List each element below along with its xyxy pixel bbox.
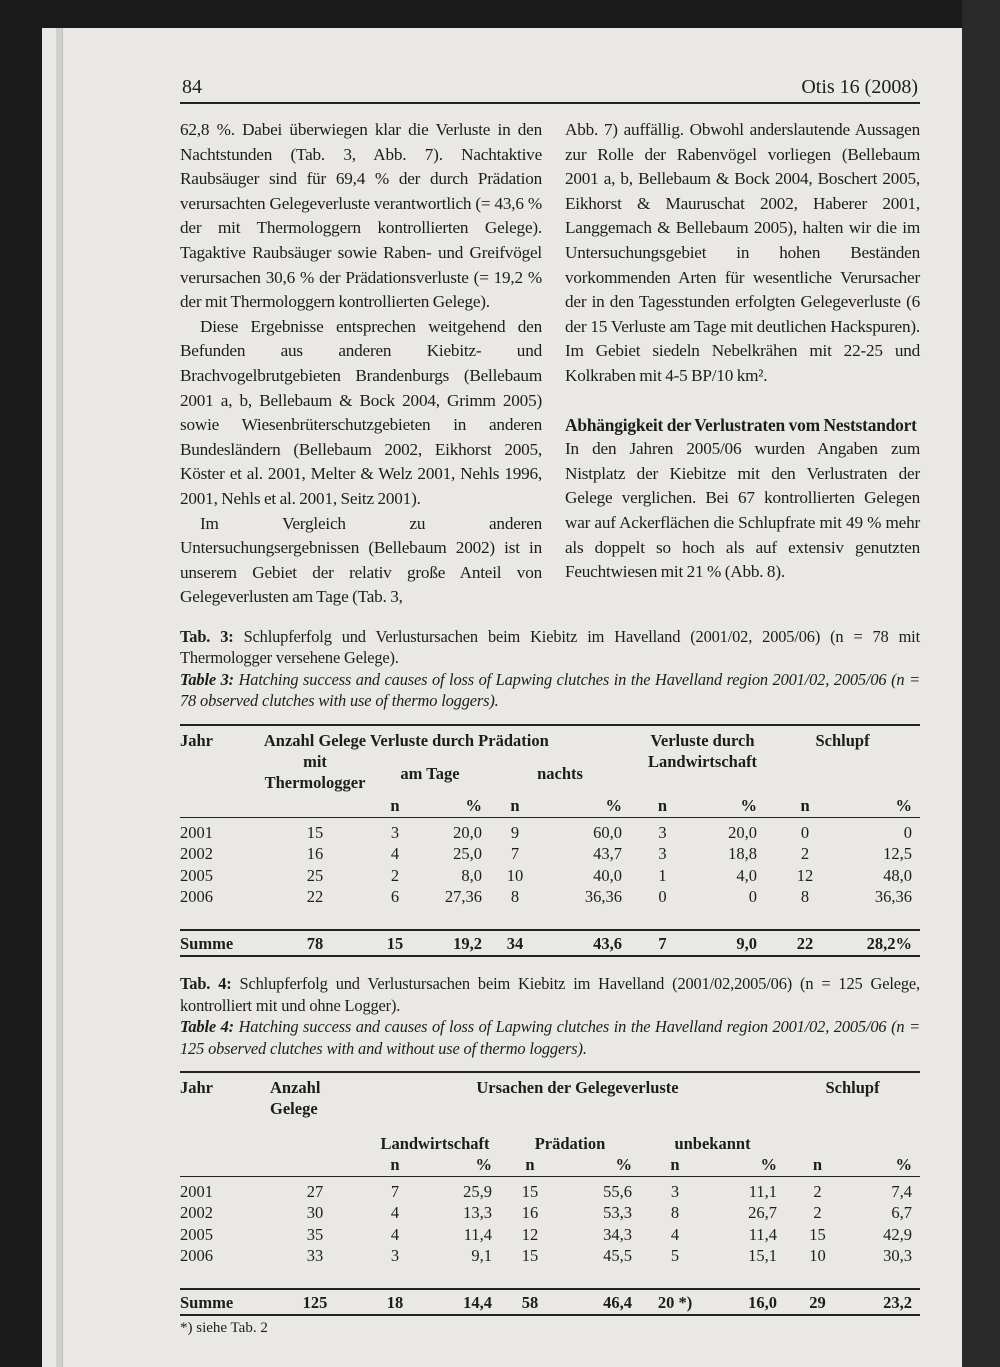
table-cell: 6,7 [891,1203,913,1223]
col-header: Ursachen der Gelegeverluste [476,1078,679,1098]
sum-cell: 29 [809,1293,826,1313]
percent-header: % [895,796,913,816]
table-cell: 30,3 [883,1246,913,1266]
table-cell: 2005 [180,865,213,885]
table-cell: 10 [506,865,524,885]
col-header: am Tage [400,763,460,783]
table-cell: 16 [521,1203,539,1223]
table-cell: 35 [306,1224,324,1244]
sum-cell: 23,2 [883,1293,913,1313]
n-header: n [800,796,810,816]
n-header: n [525,1155,535,1175]
table-cell: 9 [510,822,520,842]
table-cell: 40,0 [593,865,623,885]
sum-cell: Summe [180,934,234,954]
table-cell: 25,9 [463,1181,492,1201]
sum-cell: 78 [306,934,324,954]
col-header: Verluste durch Landwirtschaft [647,730,758,771]
paragraph: Abb. 7) auffällig. Obwohl anderslautende Aussagen zur Rolle der Rabenvögel vorliegen (Bellebaum 2001 a, b, Bellebaum & Bock 2004, Boschert 2005, Eikhorst & Mauruschat 2002, Haberer 2001, Langgemach & Bellebaum 2005), halten wir die im Untersuchungsgebiet in hohen Beständen vorkommenden Arten für wesentliche Verursacher der in den Tagesstunden erfolgten Gelegeverluste (6 der 15 Verluste am Tage mit deutlichen Hackspuren). Im Gebiet siedeln Nebelkrähen mit 22-25 und Kolkraben mit 4-5 BP/10 km². [565,120,920,385]
table-cell: 2 [800,844,810,864]
sum-row [180,1289,920,1315]
col-header: Schlupf [825,1078,880,1098]
page-number: 84 [182,76,202,98]
table-cell: 16 [306,844,324,864]
caption-label: Tab. 4: [180,974,232,994]
table-cell: 3 [390,1246,400,1266]
table-cell: 4 [390,1224,400,1244]
col-header: Schlupf [815,730,870,750]
table-cell: 8 [670,1203,680,1223]
table-cell: 9,1 [471,1246,492,1266]
table-cell: 12,5 [883,844,913,864]
sum-cell: 9,0 [736,934,758,954]
table-cell: 2 [813,1181,822,1201]
page-content [180,0,920,1367]
percent-header: % [740,796,758,816]
percent-header: % [475,1155,492,1175]
col-header: Prädation [534,1133,606,1153]
table-row [180,1224,920,1246]
table-cell: 4,0 [736,865,758,885]
col-header: Anzahl Gelege mit Thermologger [263,730,367,792]
table-cell: 2002 [180,844,213,864]
table-cell: 4 [670,1224,680,1244]
sum-cell: 15 [386,934,404,954]
table-3 [180,724,920,958]
table-cell: 0 [748,887,758,907]
table-cell: 8 [800,887,810,907]
table-cell: 1 [658,865,667,885]
table-cell: 5 [670,1246,680,1266]
section-heading: Abhängigkeit der Verlustraten vom Neststandort [565,414,917,435]
page-edge [56,28,63,1367]
paragraph: Im Vergleich zu anderen Untersuchungsergebnissen (Bellebaum 2002) ist in unserem Gebiet der relativ große Anteil von Gelegeverlusten am Tage (Tab. 3, [180,513,542,607]
table3-caption-en [180,669,920,712]
table-cell: 15 [306,822,324,842]
percent-header: % [465,796,482,816]
caption-text: Schlupferfolg und Verlustursachen beim Kiebitz im Havelland (2001/02,2005/06) (n = 125 Gelege, kontrolliert mit und ohne Logger). [180,974,921,1015]
table-cell: 27,36 [444,887,482,907]
caption-label: Table 3: [180,669,234,689]
n-header: n [510,796,520,816]
percent-header: % [895,1155,913,1175]
sum-cell: 20 *) [657,1293,693,1313]
paragraph: In den Jahren 2005/06 wurden Angaben zum Nistplatz der Kiebitze mit den Verlustraten der Gelege verglichen. Bei 67 kontrollierten Gelegen war auf Ackerflächen die Schlupfrate mit 49 % mehr als doppelt so hoch als auf extensiv genutzten Feuchtwiesen mit 21 % (Abb. 8). [565,439,920,582]
sum-cell: 28,2% [866,934,913,954]
paragraph: Diese Ergebnisse entsprechen weitgehend den Befunden aus anderen Kiebitz- und Brachvogelbrutgebieten Brandenburgs (Bellebaum 2001 a, b, Bellebaum & Bock 2004, Grimm 2005) sowie Wiesenbrüterschutzgebieten in anderen Bundesländern (Bellebaum 2002, Eikhorst 2005, Köster et al. 2001, Melter & Welz 2001, Nehls 1996, 2001, Nehls et al. 2001, Seitz 2001). [180,316,542,508]
table-cell: 45,5 [603,1246,632,1266]
table-cell: 6 [390,887,400,907]
sum-cell: Summe [180,1293,234,1313]
caption-text: Hatching success and causes of loss of Lapwing clutches in the Havelland region 2001/02, 2005/06 (n = 125 observed clutches with and without use of thermo loggers). [180,1017,920,1058]
table-cell: 7 [390,1181,400,1201]
table-cell: 13,3 [463,1203,492,1223]
table-cell: 11,4 [463,1224,492,1244]
table3-caption [180,626,920,669]
table-cell: 30 [306,1203,324,1223]
table-cell: 53,3 [603,1203,632,1223]
sum-cell: 18 [386,1293,404,1313]
table-cell: 43,7 [593,844,623,864]
table-cell: 7,4 [891,1181,913,1201]
table-cell: 11,1 [748,1181,778,1201]
table-cell: 2 [813,1203,822,1223]
table-cell: 2001 [180,822,213,842]
percent-header: % [605,796,623,816]
caption-text: Hatching success and causes of loss of Lapwing clutches in the Havelland region 2001/02, 2005/06 (n = 78 observed clutches with use of thermo loggers). [180,669,920,711]
table-row [180,1245,920,1267]
table-row [180,1202,920,1224]
table-cell: 25 [306,865,324,885]
percent-header: % [615,1155,632,1175]
table-cell: 8 [510,887,520,907]
col-header: nachts [537,763,583,783]
table-cell: 2006 [180,1246,213,1266]
table-cell: 12 [521,1224,539,1244]
table-cell: 2005 [180,1224,213,1244]
table-cell: 2002 [180,1203,213,1223]
sum-cell: 125 [302,1293,328,1313]
table-cell: 18,8 [728,844,758,864]
n-header: n [657,796,668,816]
table-cell: 2 [390,865,400,885]
table-cell: 48,0 [883,865,913,885]
table-cell: 36,36 [874,887,913,907]
sum-cell: 22 [796,934,814,954]
n-header: n [670,1155,680,1175]
table-cell: 11,4 [748,1224,778,1244]
table-cell: 3 [658,822,667,842]
table-cell: 20,0 [728,822,758,842]
n-header: n [390,1155,400,1175]
table-cell: 7 [510,844,520,864]
body-text [180,118,920,610]
table-cell: 3 [670,1181,680,1201]
caption-label: Table 4: [180,1017,234,1037]
sum-cell: 46,4 [603,1293,632,1313]
table-row [180,886,920,908]
table-cell: 0 [658,887,667,907]
table-cell: 12 [796,865,814,885]
table-cell: 3 [390,822,400,842]
table-cell: 34,3 [603,1224,632,1244]
left-column [180,118,542,610]
table4-caption [180,973,920,1016]
table-cell: 4 [390,844,400,864]
table-row [180,817,920,843]
col-header: Verluste durch Prädation [370,730,549,750]
table-cell: 15,1 [748,1246,778,1266]
table-cell: 22 [306,887,324,907]
table-cell: 26,7 [748,1203,778,1223]
table-cell: 15 [521,1246,539,1266]
table-row [180,865,920,887]
table-cell: 60,0 [593,822,623,842]
table-cell: 15 [809,1224,826,1244]
journal-citation: Otis 16 (2008) [801,76,918,98]
sum-cell: 34 [506,934,524,954]
sum-cell: 19,2 [453,934,482,954]
table-row [180,843,920,865]
sum-cell: 16,0 [748,1293,778,1313]
paragraph: 62,8 %. Dabei überwiegen klar die Verluste in den Nachtstunden (Tab. 3, Abb. 7). Nachtaktive Raubsäuger sind für 69,4 % der durch Prädation verursachten Gelegeverluste verantwortlich (= 43,6 % der mit Thermologgern kontrollierten Gelege). Tagaktive Raubsäuger sowie Raben- und Greifvögel verursachen 30,6 % der Prädationsverluste (= 19,2 % der mit Thermologgern kontrollierten Gelege). [180,120,542,312]
table-row [180,1176,920,1202]
table-cell: 27 [306,1181,324,1201]
n-header: n [390,796,400,816]
table-cell: 3 [658,844,667,864]
table-cell: 10 [809,1246,826,1266]
n-header: n [812,1155,823,1175]
col-header: Jahr [180,1078,213,1098]
caption-text: Schlupferfolg und Verlustursachen beim Kiebitz im Havelland (2001/02, 2005/06) (n = 78 mit Thermologger versehene Gelege). [180,626,920,668]
table-cell: 42,9 [883,1224,913,1244]
table-cell: 55,6 [603,1181,632,1201]
table-cell: 2006 [180,887,213,907]
sum-cell: 7 [658,934,667,954]
table-cell: 36,36 [584,887,623,907]
scan-background [962,0,1000,1367]
sum-cell: 14,4 [463,1293,492,1313]
col-header: Landwirtschaft [380,1133,490,1153]
table4-caption-en [180,1016,920,1059]
table-cell: 0 [800,822,810,842]
table-cell: 33 [306,1246,324,1266]
percent-header: % [760,1155,778,1175]
col-header: Jahr [180,730,213,750]
table-cell: 20,0 [453,822,482,842]
right-column [565,118,920,585]
table-cell: 15 [521,1181,539,1201]
table-cell: 8,0 [461,865,482,885]
caption-label: Tab. 3: [180,626,234,646]
table-4 [180,1071,920,1316]
table-cell: 25,0 [453,844,482,864]
table-cell: 2001 [180,1181,213,1201]
col-header: Anzahl Gelege [270,1078,321,1119]
sum-row [180,930,920,956]
sum-cell: 58 [521,1293,539,1313]
col-header: unbekannt [674,1133,751,1153]
table-cell: 0 [903,822,913,842]
table-cell: 4 [390,1203,400,1223]
sum-cell: 43,6 [593,934,623,954]
table-footnote: *) siehe Tab. 2 [180,1320,268,1337]
